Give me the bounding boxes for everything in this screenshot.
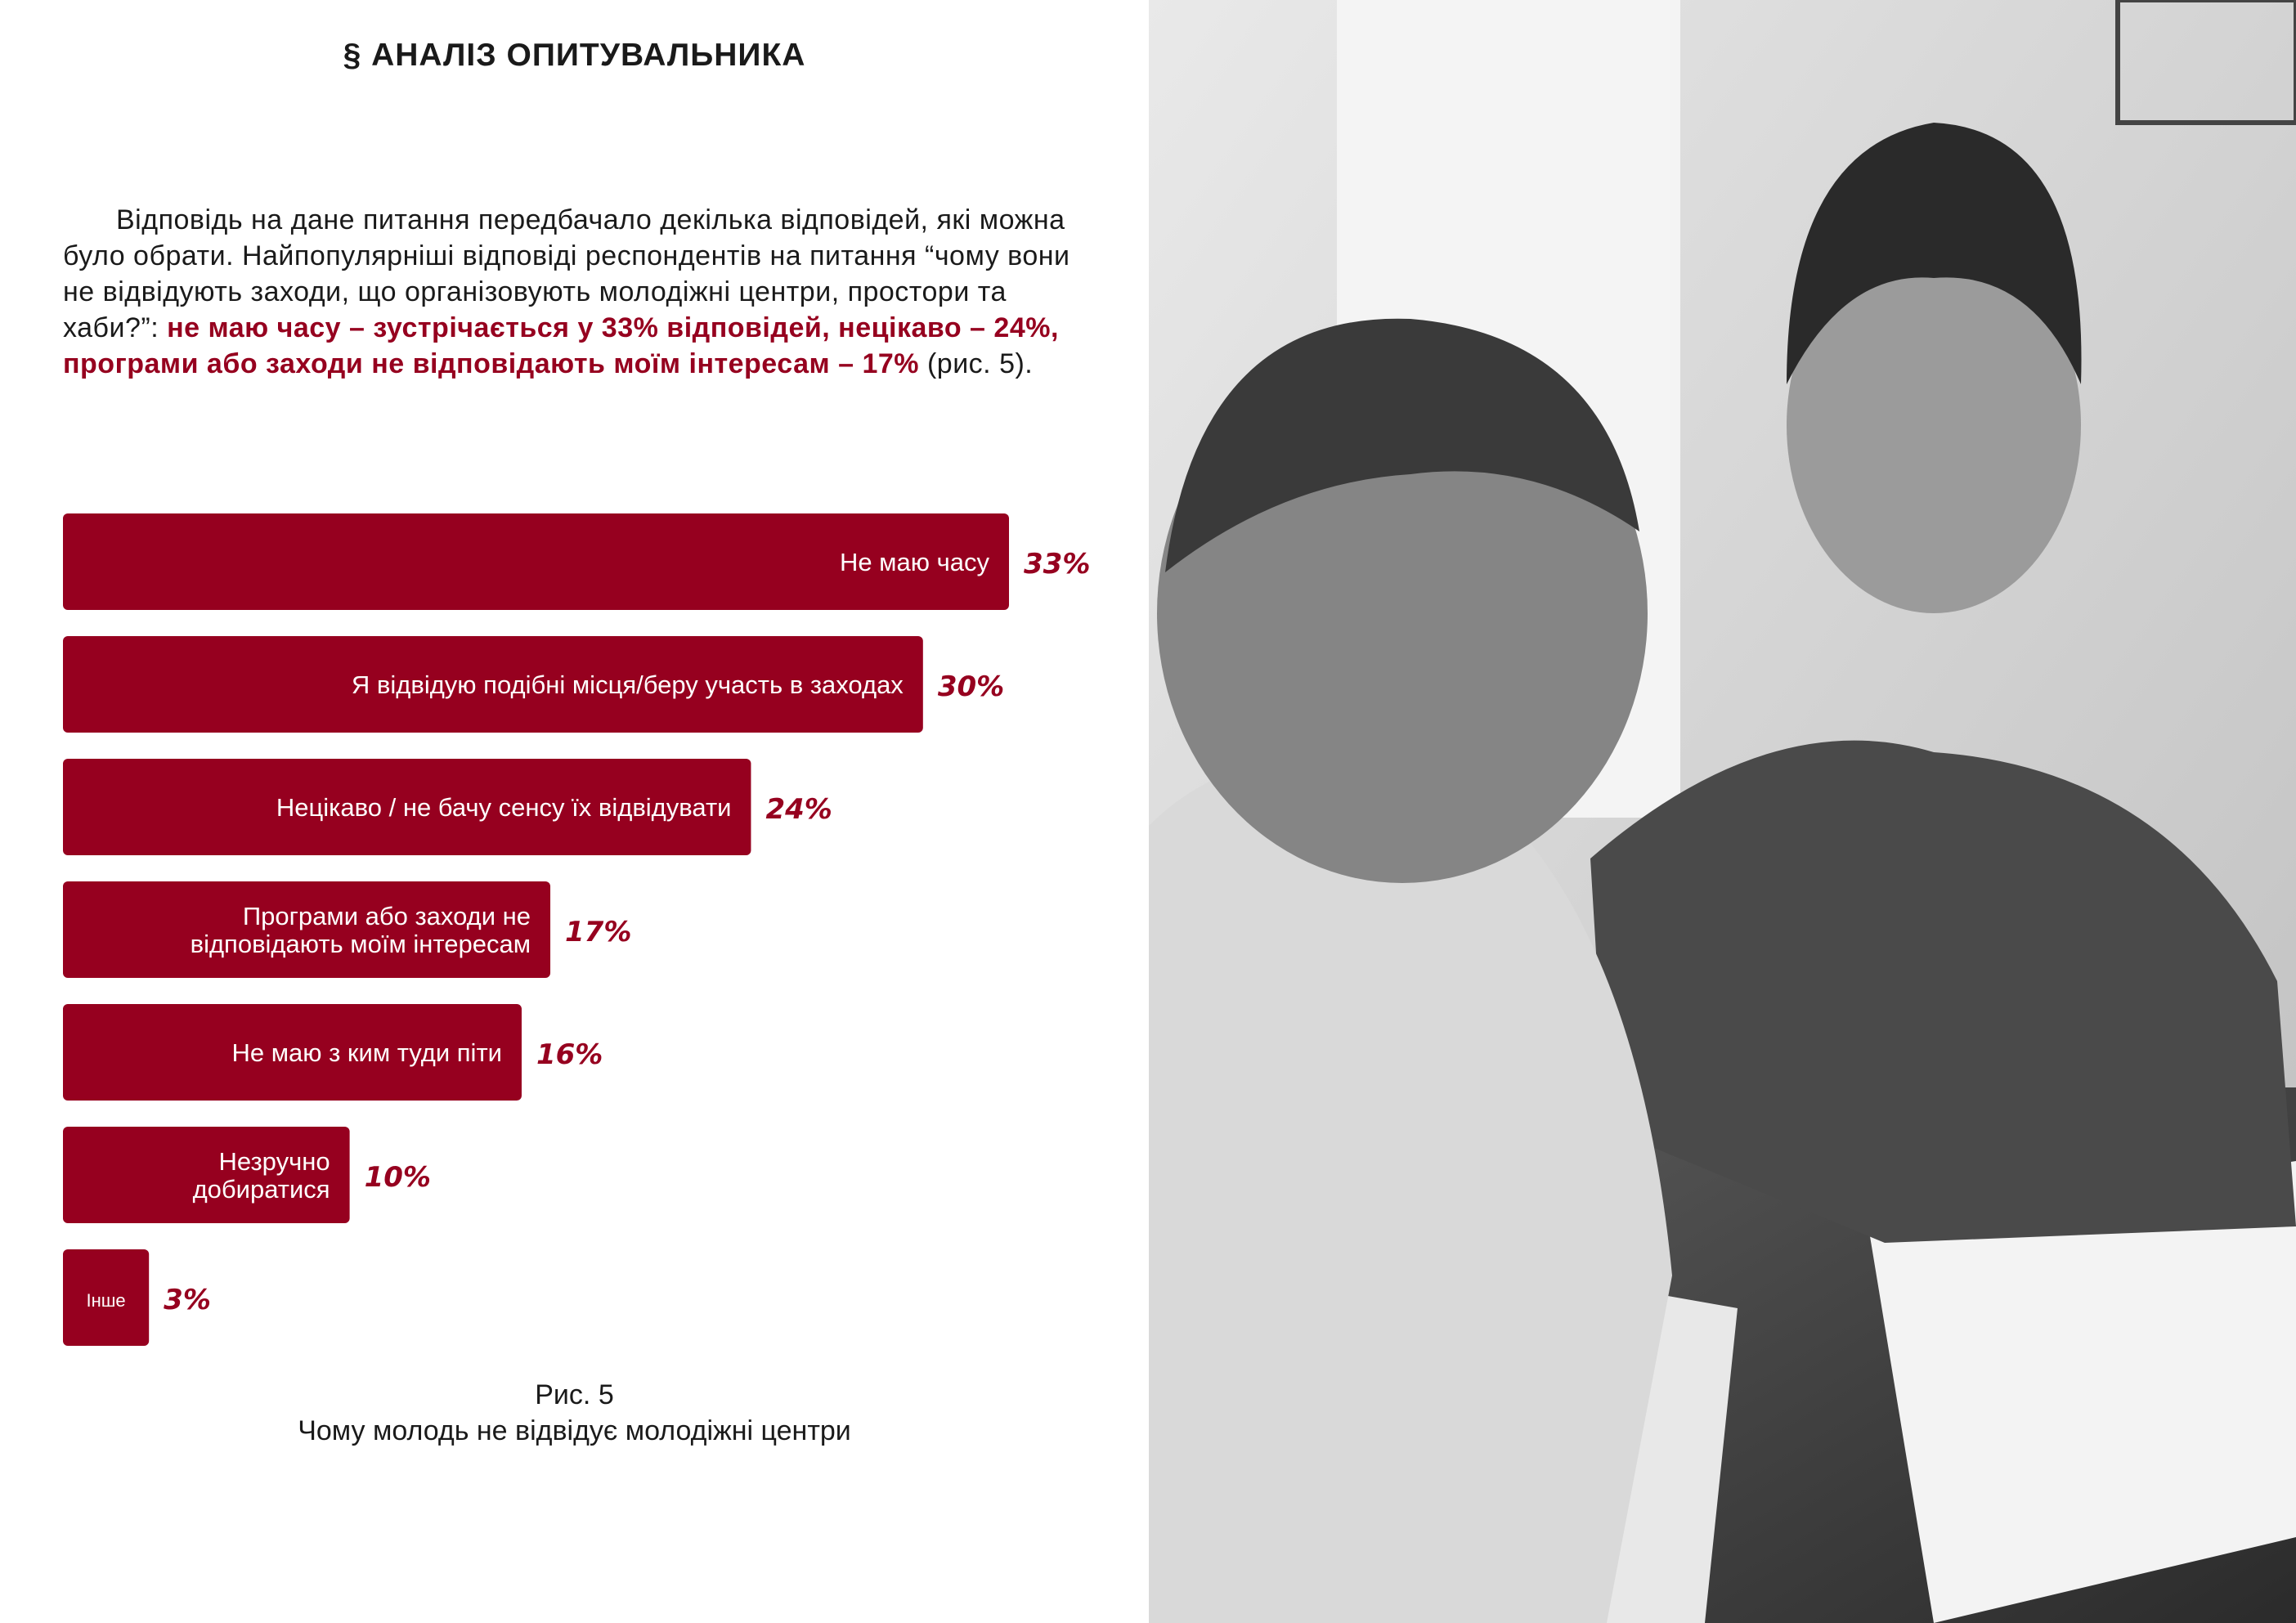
bar-6-label: Незручно добиратися <box>192 1147 330 1204</box>
bar-6-value: 10% <box>364 1161 431 1194</box>
bar-1-label: Не маю часу <box>839 548 989 576</box>
page-heading: § АНАЛІЗ ОПИТУВАЛЬНИКА <box>343 38 806 73</box>
intro-paragraph <box>63 202 1101 382</box>
bar-2-value: 30% <box>937 670 1005 703</box>
bar-5-value: 16% <box>536 1038 603 1071</box>
bar-1-value: 33% <box>1024 548 1091 581</box>
caption-number: Рис. 5 <box>535 1379 614 1410</box>
intro-end: (рис. 5). <box>919 348 1034 379</box>
intro-text: Відповідь на дане питання передбачало декілька відповідей, які можна було обрати. Найпопулярніші відповіді респондентів на питання “чому вони не відвідують заходи, що організовують молодіжні центри, простори та хаби?”: <box>63 204 1070 343</box>
bar-7-label: Інше <box>86 1290 126 1311</box>
bar-4-label: Програми або заходи не відповідають моїм інтересам <box>190 902 531 958</box>
bar-2-label: Я відвідую подібні місця/беру участь в заходах <box>351 670 904 699</box>
figure-caption <box>0 1377 1149 1449</box>
bar-3-value: 24% <box>765 793 832 826</box>
photo <box>1149 0 2296 1623</box>
intro-highlight: не маю часу – зустрічається у 33% відповідей, нецікаво – 24%, програми або заходи не відповідають моїм інтересам – 17% <box>63 312 1059 379</box>
caption-title: Чому молодь не відвідує молодіжні центри <box>298 1415 851 1446</box>
bar-5-label: Не маю з ким туди піти <box>231 1038 502 1067</box>
bar-4-value: 17% <box>565 916 632 948</box>
bar-3-label: Нецікаво / не бачу сенсу їх відвідувати <box>276 793 732 822</box>
bar-chart <box>0 491 1149 1357</box>
bar-7-value: 3% <box>164 1284 211 1316</box>
